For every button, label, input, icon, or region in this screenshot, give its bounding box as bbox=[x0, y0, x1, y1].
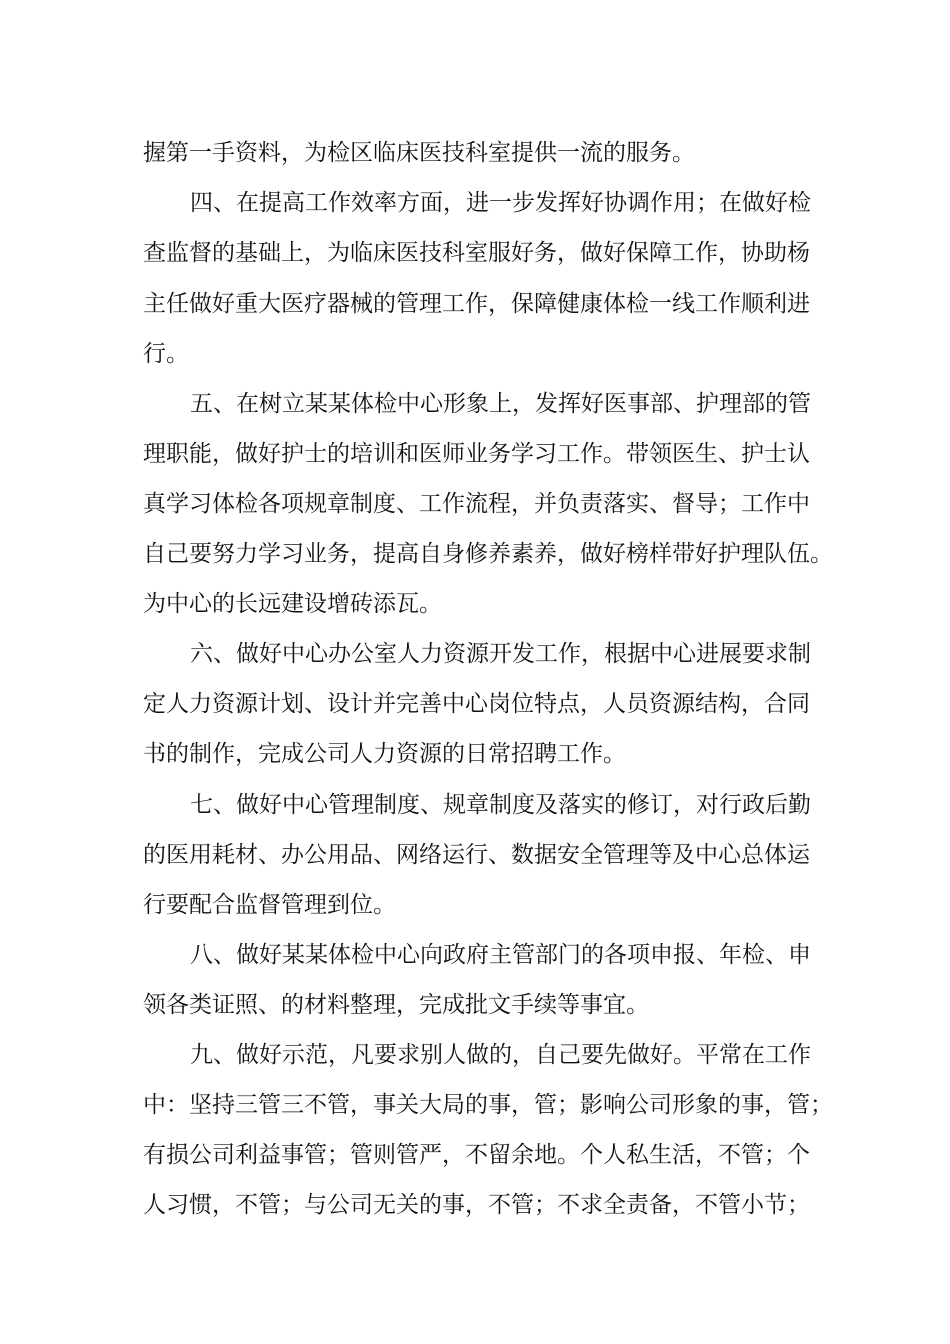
paragraph-5-line: 五、在树立某某体检中心形象上，发挥好医事部、护理部的管 bbox=[190, 391, 811, 417]
text-line: 行。 bbox=[143, 341, 189, 367]
text-line: 理职能，做好护士的培训和医师业务学习工作。带领医生、护士认 bbox=[143, 441, 810, 467]
text-line: 领各类证照、的材料整理，完成批文手续等事宜。 bbox=[143, 992, 649, 1018]
text-line: 查监督的基础上，为临床医技科室服好务，做好保障工作，协助杨 bbox=[143, 240, 810, 266]
text-line: 为中心的长远建设增砖添瓦。 bbox=[143, 591, 442, 617]
paragraph-8-line: 八、做好某某体检中心向政府主管部门的各项申报、年检、申 bbox=[190, 942, 811, 968]
text-line: 定人力资源计划、设计并完善中心岗位特点，人员资源结构，合同 bbox=[143, 691, 810, 717]
paragraph-4-line: 四、在提高工作效率方面，进一步发挥好协调作用；在做好检 bbox=[190, 190, 811, 216]
text-line: 行要配合监督管理到位。 bbox=[143, 892, 396, 918]
text-line: 主任做好重大医疗器械的管理工作，保障健康体检一线工作顺利进 bbox=[143, 291, 810, 317]
text-line: 握第一手资料，为检区临床医技科室提供一流的服务。 bbox=[143, 140, 695, 166]
text-line: 中：坚持三管三不管，事关大局的事，管；影响公司形象的事，管； bbox=[143, 1092, 833, 1118]
text-line: 有损公司利益事管；管则管严，不留余地。个人私生活，不管；个 bbox=[143, 1142, 810, 1168]
text-line: 人习惯，不管；与公司无关的事，不管；不求全责备，不管小节； bbox=[143, 1192, 810, 1218]
text-line: 真学习体检各项规章制度、工作流程，并负责落实、督导；工作中 bbox=[143, 491, 810, 517]
paragraph-9-line: 九、做好示范，凡要求别人做的，自己要先做好。平常在工作 bbox=[190, 1042, 811, 1068]
paragraph-7-line: 七、做好中心管理制度、规章制度及落实的修订，对行政后勤 bbox=[190, 792, 811, 818]
text-line: 书的制作，完成公司人力资源的日常招聘工作。 bbox=[143, 741, 626, 767]
paragraph-6-line: 六、做好中心办公室人力资源开发工作，根据中心进展要求制 bbox=[190, 641, 811, 667]
text-line: 自己要努力学习业务，提高自身修养素养，做好榜样带好护理队伍。 bbox=[143, 541, 833, 567]
text-line: 的医用耗材、办公用品、网络运行、数据安全管理等及中心总体运 bbox=[143, 842, 810, 868]
